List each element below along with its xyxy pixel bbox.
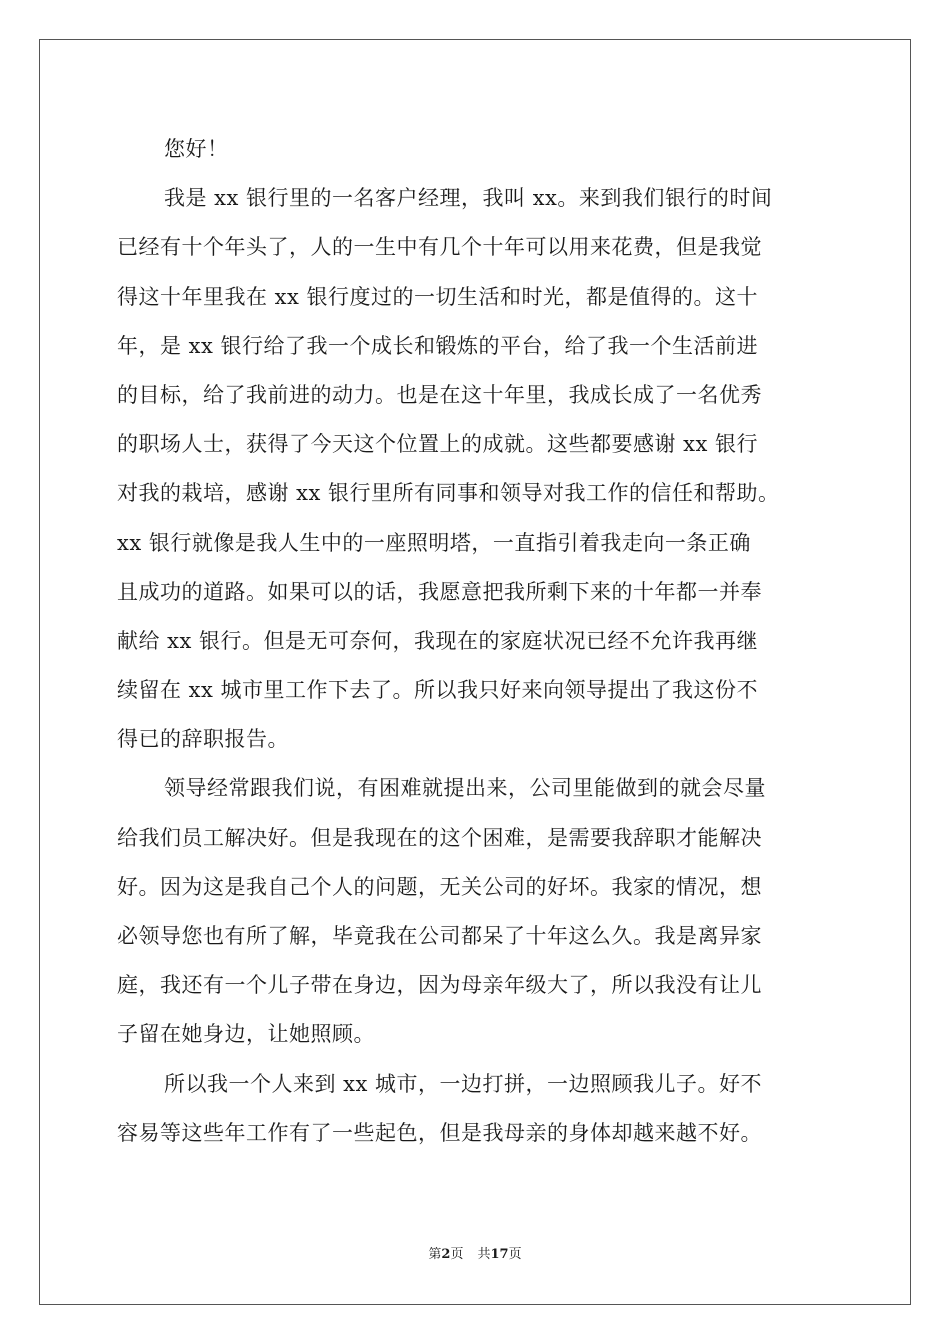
- text-line: 领导经常跟我们说，有困难就提出来，公司里能做到的就会尽量: [164, 776, 766, 801]
- text-line: 庭，我还有一个儿子带在身边，因为母亲年级大了，所以我没有让儿: [117, 973, 762, 998]
- text-line: 容易等这些年工作有了一些起色，但是我母亲的身体却越来越不好。: [117, 1120, 762, 1145]
- text-line: 得这十年里我在 xx 银行度过的一切生活和时光，都是值得的。这十: [117, 284, 759, 309]
- page-number: 第2页: [428, 1247, 464, 1262]
- document-body: [117, 125, 837, 1158]
- text-line: 已经有十个年头了，人的一生中有几个十年可以用来花费，但是我觉: [117, 235, 762, 260]
- text-line: 的目标，给了我前进的动力。也是在这十年里，我成长成了一名优秀: [117, 382, 762, 407]
- text-line: 我是 xx 银行里的一名客户经理，我叫 xx。来到我们银行的时间: [164, 186, 773, 211]
- text-line: 年，是 xx 银行给了我一个成长和锻炼的平台，给了我一个生活前进: [117, 333, 759, 358]
- text-line: 您好！: [164, 137, 229, 161]
- text-line: xx 银行就像是我人生中的一座照明塔，一直指引着我走向一条正确: [117, 530, 751, 555]
- page-footer: [0, 1246, 950, 1264]
- text-line: 续留在 xx 城市里工作下去了。所以我只好来向领导提出了我这份不: [117, 678, 759, 703]
- text-line: 得已的辞职报告。: [117, 727, 289, 752]
- text-line: 必领导您也有所了解，毕竟我在公司都呆了十年这么久。我是离异家: [117, 924, 762, 948]
- text-line: 好。因为这是我自己个人的问题，无关公司的好坏。我家的情况，想: [117, 874, 762, 899]
- text-line: 对我的栽培，感谢 xx 银行里所有同事和领导对我工作的信任和帮助。: [117, 481, 780, 506]
- text-line: 的职场人士，获得了今天这个位置上的成就。这些都要感谢 xx 银行: [117, 432, 759, 457]
- text-line: 所以我一个人来到 xx 城市，一边打拼，一边照顾我儿子。好不: [164, 1071, 763, 1096]
- page-total: 共17页: [477, 1247, 522, 1262]
- text-line: 献给 xx 银行。但是无可奈何，我现在的家庭状况已经不允许我再继: [117, 628, 759, 653]
- text-line: 子留在她身边，让她照顾。: [117, 1022, 375, 1047]
- text-line: 且成功的道路。如果可以的话，我愿意把我所剩下来的十年都一并奉: [117, 579, 762, 604]
- text-line: 给我们员工解决好。但是我现在的这个困难，是需要我辞职才能解决: [117, 825, 762, 850]
